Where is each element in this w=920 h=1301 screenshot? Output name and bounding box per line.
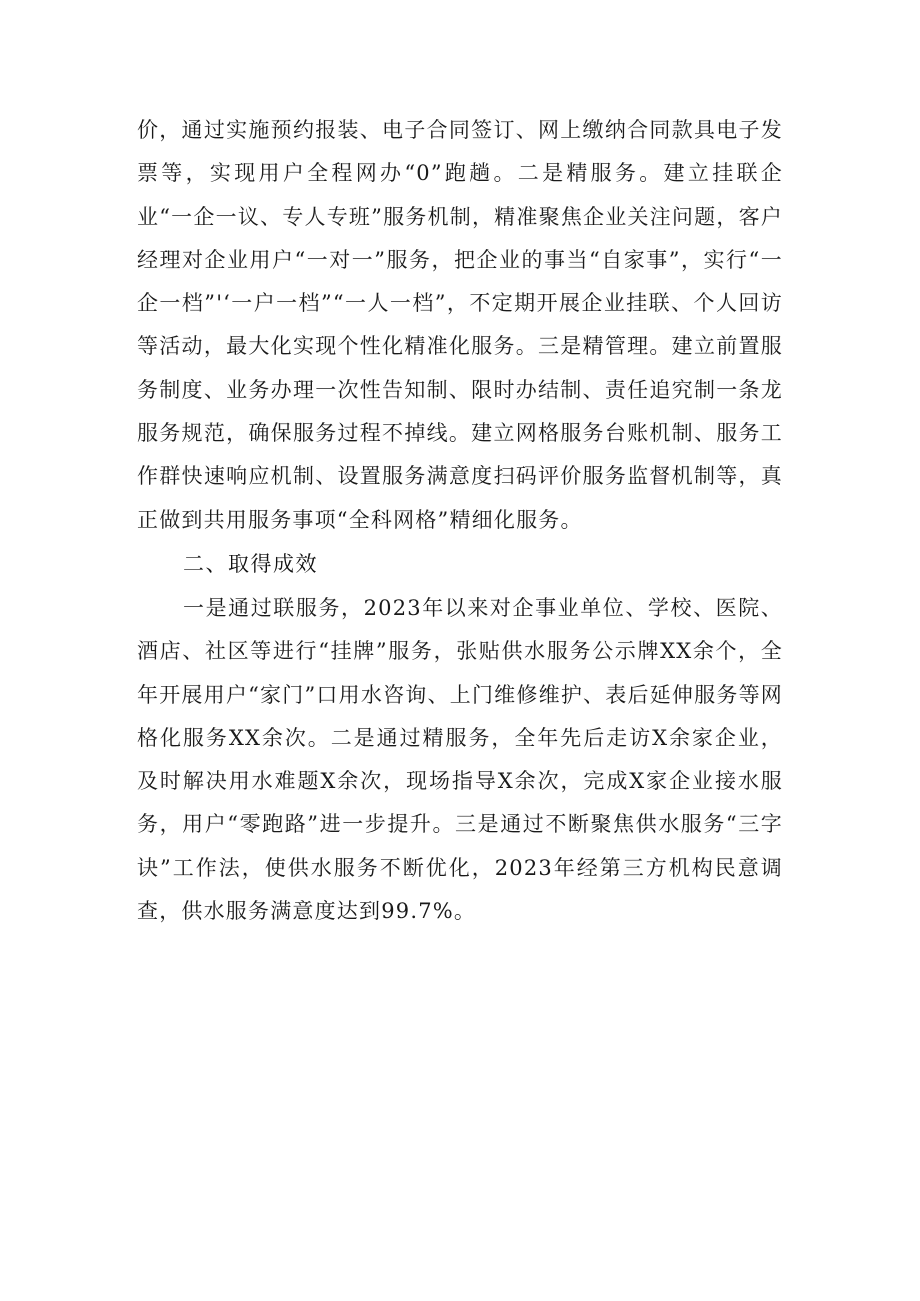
body-paragraph-continued: 价，通过实施预约报装、电子合同签订、网上缴纳合同款具电子发票等，实现用户全程网办“0”跑趟。二是精服务。建立挂联企业“一企一议、专人专班”服务机制，精准聚焦企业关注问题，客户经理对企业用户“一对一”服务，把企业的事当“自家事”，实行“一企一档”'‘一户一档”“一人一档”，不定期开展企业挂联、个人回访等活动，最大化实现个性化精准化服务。三是精管理。建立前置服务制度、业务办理一次性告知制、限时办结制、责任追究制一条龙服务规范，确保服务过程不掉线。建立网格服务台账机制、服务工作群快速响应机制、设置服务满意度扫码评价服务监督机制等，真正做到共用服务事项“全科网格”精细化服务。 <box>137 118 783 532</box>
body-paragraph-results: 一是通过联服务，2023年以来对企事业单位、学校、医院、酒店、社区等进行“挂牌”服务，张贴供水服务公示牌XX余个，全年开展用户“家门”口用水咨询、上门维修维护、表后延伸服务等网格化服务XX余次。二是通过精服务，全年先后走访X余家企业，及时解决用水难题X余次，现场指导X余次，完成X家企业接水服务，用户“零跑路”进一步提升。三是通过不断聚焦供水服务“三字诀”工作法，使供水服务不断优化，2023年经第三方机构民意调查，供水服务满意度达到99.7%。 <box>137 595 783 924</box>
document-body <box>137 109 783 933</box>
section-heading: 二、取得成效 <box>183 551 318 576</box>
